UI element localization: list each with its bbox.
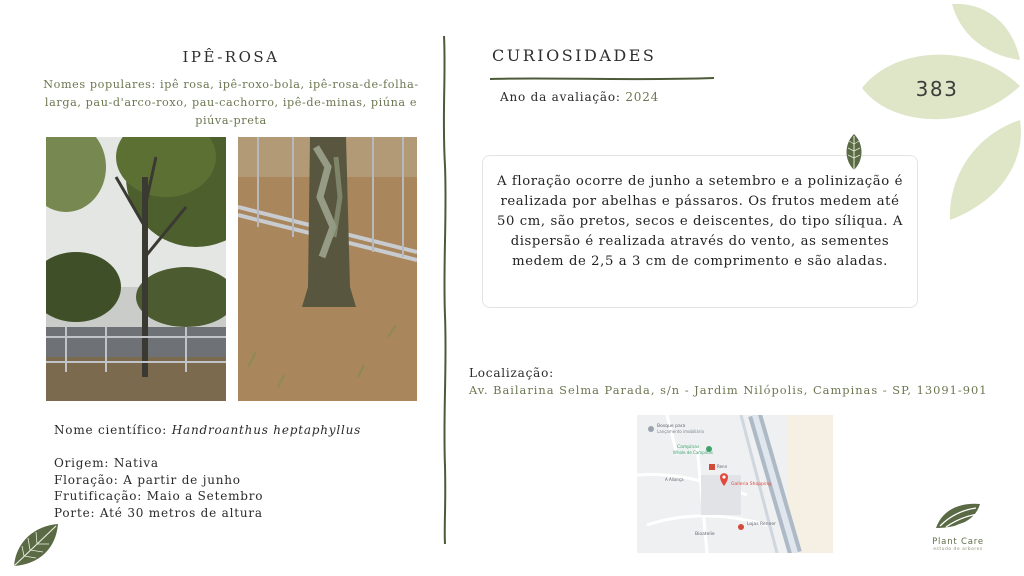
tree-trunk-photo: [238, 137, 417, 401]
title-underline: [490, 68, 716, 87]
map-label-2b: Whole de Campinas: [673, 450, 713, 455]
tree-title: IPÊ-ROSA: [182, 48, 280, 66]
leaf-decoration-top-right: [862, 0, 1024, 226]
fact-size: Porte: Até 30 metros de altura: [54, 505, 263, 520]
popular-names: Nomes populares: ipê rosa, ipê-roxo-bola, ipê-rosa-de-folha-larga, pau-d'arco-roxo, pau-cachorro, ipê-de-minas, piúna e piúva-preta: [43, 78, 419, 127]
logo-tagline: estudo de arbores: [933, 547, 983, 552]
fact-fruiting: Frutificação: Maio a Setembro: [54, 489, 264, 503]
map-label-galleria: Galleria Shopping: [731, 482, 771, 487]
scientific-name-value: Handroanthus heptaphyllus: [171, 423, 362, 437]
location-map[interactable]: [637, 415, 833, 553]
map-label-1: Bosque para: [657, 424, 686, 429]
logo-name: Plant Care: [932, 537, 984, 547]
evaluation-year-label: Ano da avaliação:: [500, 90, 626, 104]
column-divider: [438, 36, 452, 548]
location-address: Av. Bailarina Selma Parada, s/n - Jardim Nilópolis, Campinas - SP, 13091-901: [469, 383, 988, 397]
scientific-name-label: Nome científico:: [54, 423, 172, 437]
curiosities-title: CURIOSIDADES: [492, 46, 657, 65]
map-label-6: Lojas Renner: [747, 522, 776, 527]
fact-flowering: Floração: A partir de junho: [54, 472, 241, 487]
evaluation-year: [500, 90, 659, 104]
tree-facts: [54, 455, 263, 521]
fact-origin: Origem: Nativa: [54, 456, 159, 470]
leaf-decoration-bottom-left: [10, 522, 62, 574]
scientific-name: [54, 423, 361, 437]
plant-care-logo-icon: [932, 500, 984, 532]
map-label-2: Campinas: [677, 445, 700, 450]
plant-care-logo: [918, 500, 998, 552]
map-label-1b: Lançamento imobiliário: [657, 429, 705, 434]
location-label: Localização:: [469, 366, 554, 380]
tree-photo-full: [46, 137, 226, 401]
map-label-5: A Aliança: [665, 477, 684, 482]
map-label-7: Bioatelie: [695, 532, 715, 537]
curiosity-card: A floração ocorre de junho a setembro e a polinização é realizada por abelhas e pássaros. Os frutos medem até 50 cm, são pretos, secos e deiscentes, do tipo síliqua. A dispersão é realizada através do vento, as sementes medem de 2,5 a 3 cm de comprimento e são aladas.: [482, 155, 918, 308]
evaluation-year-value: 2024: [625, 90, 660, 104]
tree-number-badge: 383: [915, 77, 959, 101]
map-label-3: Renn: [717, 464, 728, 469]
